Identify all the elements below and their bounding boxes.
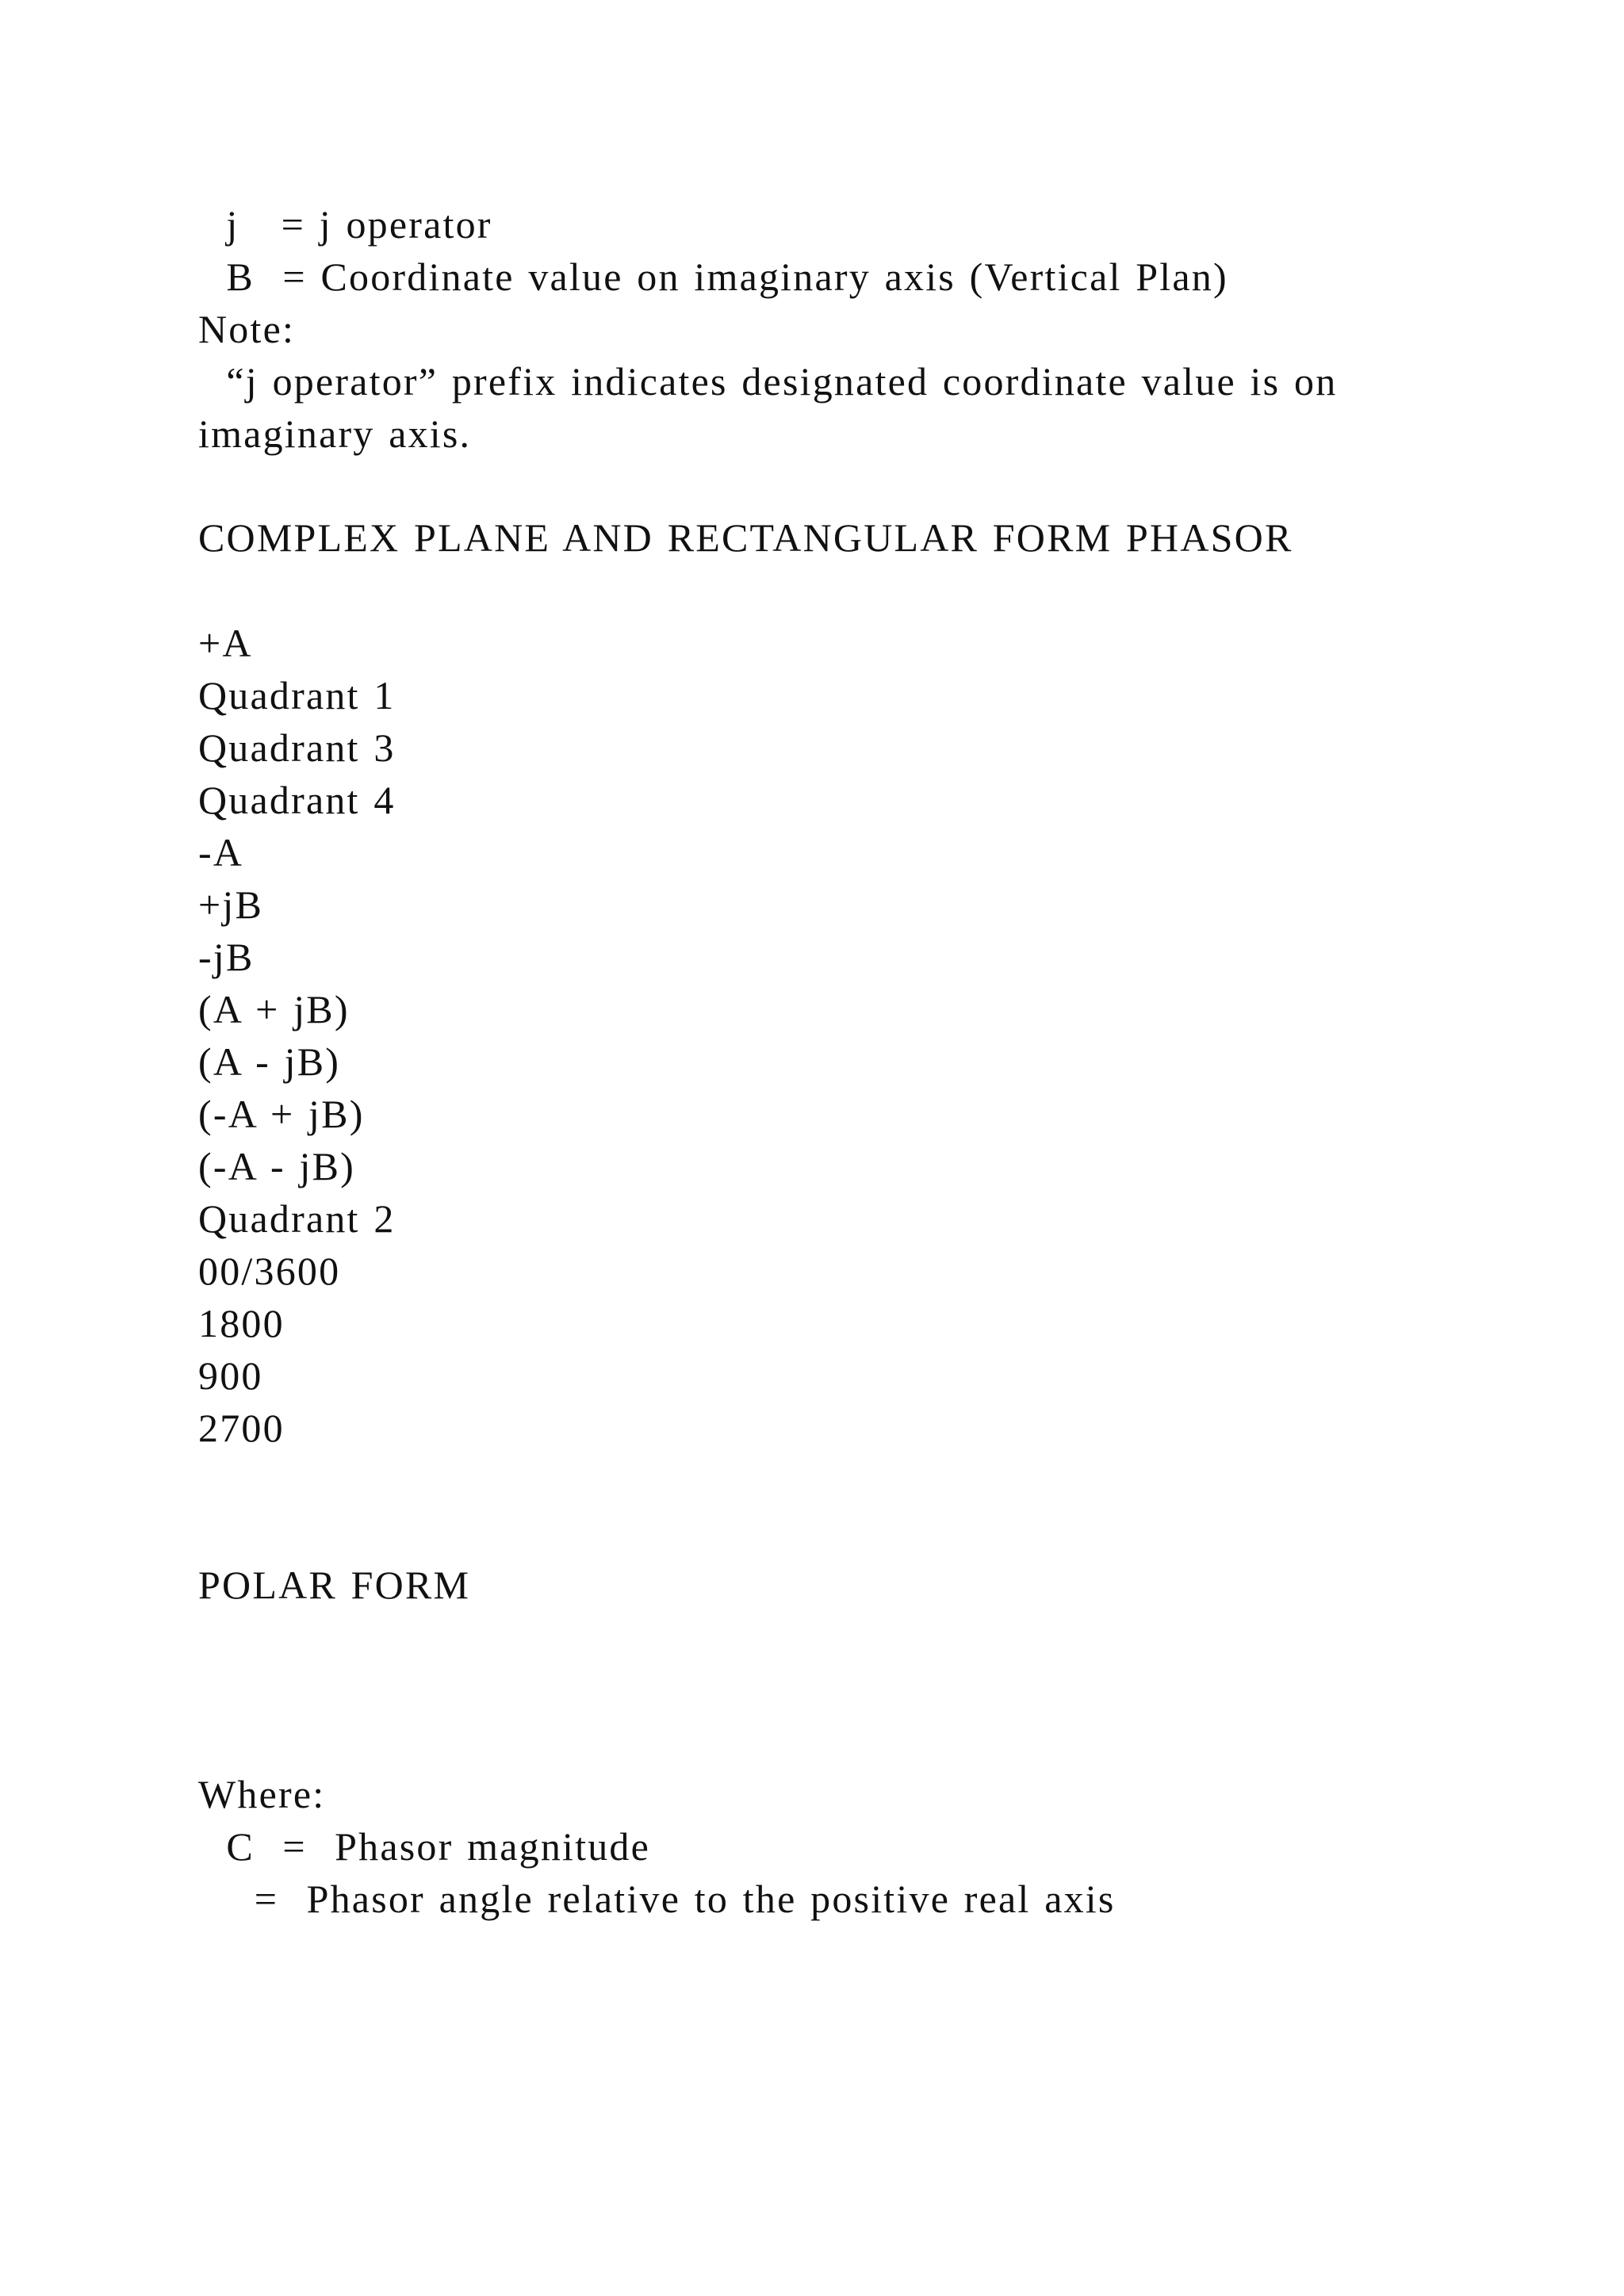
- label-positive-a: +A: [198, 621, 253, 665]
- section-heading-complex-plane: COMPLEX PLANE AND RECTANGULAR FORM PHASOR: [198, 515, 1293, 560]
- label-neg-a-minus-jb: (-A - jB): [198, 1144, 355, 1188]
- label-quadrant-3: Quadrant 3: [198, 725, 396, 770]
- label-negative-jb: -jB: [198, 935, 255, 979]
- label-quadrant-2: Quadrant 2: [198, 1196, 396, 1241]
- note-label: Note:: [198, 307, 296, 351]
- definition-phasor-angle: = Phasor angle relative to the positive real axis: [198, 1877, 1116, 1921]
- label-angle-180: 1800: [198, 1301, 285, 1345]
- note-text-line-1: “j operator” prefix indicates designated coordinate value is on: [198, 359, 1338, 404]
- definition-c-magnitude: C = Phasor magnitude: [198, 1824, 651, 1869]
- label-angle-270: 2700: [198, 1406, 285, 1450]
- label-a-minus-jb: (A - jB): [198, 1039, 341, 1084]
- where-label: Where:: [198, 1772, 326, 1816]
- label-angle-0-360: 00/3600: [198, 1249, 341, 1293]
- definition-j-operator: j = j operator: [198, 202, 492, 247]
- label-positive-jb: +jB: [198, 882, 264, 927]
- label-neg-a-plus-jb: (-A + jB): [198, 1092, 365, 1136]
- label-quadrant-4: Quadrant 4: [198, 778, 396, 822]
- note-text-line-2: imaginary axis.: [198, 411, 472, 456]
- label-a-plus-jb: (A + jB): [198, 987, 350, 1031]
- label-angle-90: 900: [198, 1353, 263, 1398]
- section-heading-polar-form: POLAR FORM: [198, 1563, 471, 1607]
- label-quadrant-1: Quadrant 1: [198, 673, 396, 718]
- label-negative-a: -A: [198, 830, 244, 874]
- definition-b-coordinate: B = Coordinate value on imaginary axis (Vertical Plan): [198, 254, 1228, 299]
